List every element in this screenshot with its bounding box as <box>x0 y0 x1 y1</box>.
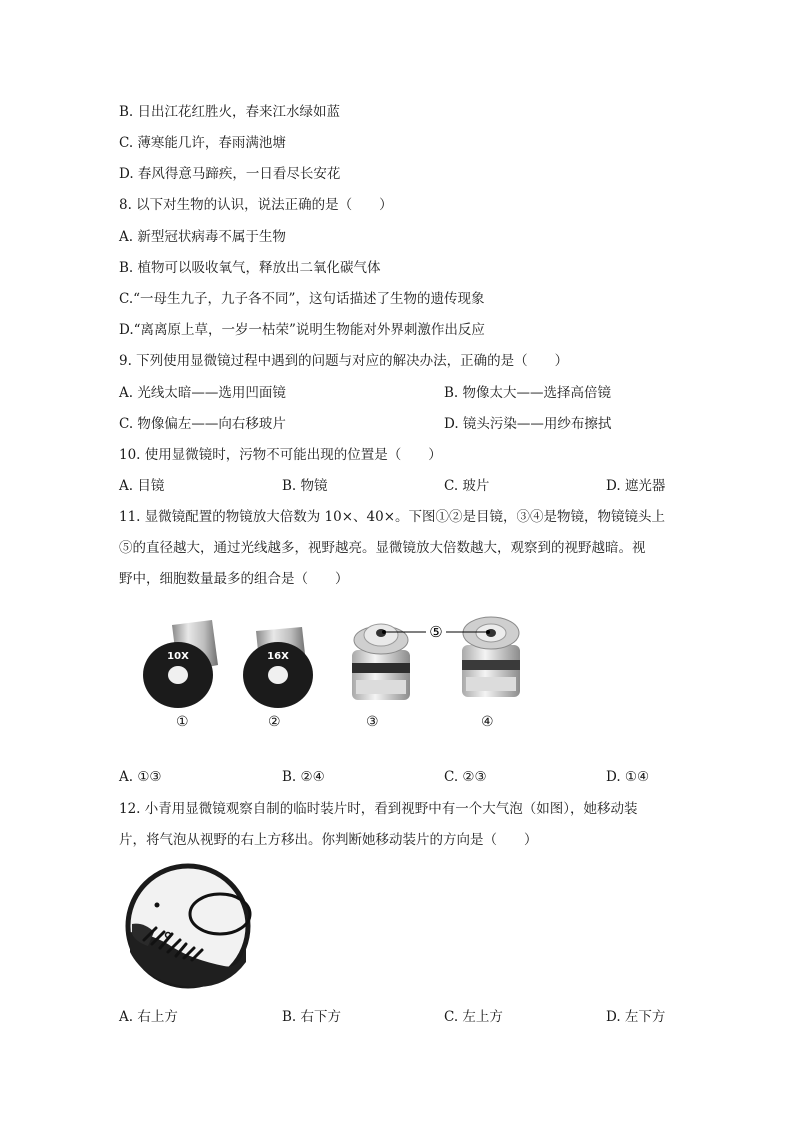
q9-stem: 9. 下列使用显微镜过程中遇到的问题与对应的解决办法，正确的是（ ） <box>119 353 569 369</box>
figure-label-3: ③ <box>366 714 379 730</box>
eyepiece-10x <box>143 620 218 708</box>
q9-option-b: B. 物像太大——选择高倍镜 <box>444 385 612 401</box>
figure-label-4: ④ <box>481 714 494 730</box>
q8-option-c: C.“一母生九子，九子各不同”，这句话描述了生物的遗传现象 <box>119 291 485 307</box>
callout-5-label: ⑤ <box>429 623 443 641</box>
q8-option-a: A. 新型冠状病毒不属于生物 <box>119 229 286 245</box>
q9-option-c: C. 物像偏左——向右移玻片 <box>119 416 286 432</box>
q11-option-d: D. ①④ <box>606 769 650 785</box>
q7-option-d: D. 春风得意马蹄疾，一日看尽长安花 <box>119 166 341 182</box>
microscope-field-figure <box>124 862 252 990</box>
q10-option-a: A. 目镜 <box>119 478 165 494</box>
q12-option-a: A. 右上方 <box>119 1009 178 1025</box>
q7-option-b: B. 日出江花红胜火，春来江水绿如蓝 <box>119 104 341 120</box>
q9-option-a: A. 光线太暗——选用凹面镜 <box>119 385 286 401</box>
q10-stem: 10. 使用显微镜时，污物不可能出现的位置是（ ） <box>119 447 442 463</box>
eyepiece-16x <box>243 627 313 708</box>
q12-option-d: D. 左下方 <box>606 1009 666 1025</box>
q11-option-a: A. ①③ <box>119 769 162 785</box>
q9-options-row-1 <box>119 383 679 403</box>
q9-options-row-2 <box>119 414 679 434</box>
q7-option-c: C. 薄寒能几许，春雨满池塘 <box>119 135 286 151</box>
q11-stem-line-1: 11. 显微镜配置的物镜放大倍数为 10×、40×。下图①②是目镜，③④是物镜，物镜镜头上 <box>119 509 666 525</box>
q11-option-b: B. ②④ <box>282 769 325 785</box>
q8-stem: 8. 以下对生物的认识，说法正确的是（ ） <box>119 197 393 213</box>
q10-option-d: D. 遮光器 <box>606 478 666 494</box>
objective-4 <box>462 617 520 697</box>
field-of-view-illustration <box>124 862 252 990</box>
figure-label-1: ① <box>176 714 189 730</box>
q11-stem-line-2: ⑤的直径越大，通过光线越多，视野越亮。显微镜放大倍数越大，观察到的视野越暗。视 <box>119 540 646 556</box>
q12-stem-line-1: 12. 小青用显微镜观察自制的临时装片时，看到视野中有一个大气泡（如图），她移动装 <box>119 801 638 817</box>
q9-option-d: D. 镜头污染——用纱布擦拭 <box>444 416 612 432</box>
q12-option-b: B. 右下方 <box>282 1009 342 1025</box>
eyepiece-2-label: 16X <box>267 651 289 662</box>
q12-stem-line-2: 片，将气泡从视野的右上方移出。你判断她移动装片的方向是（ ） <box>119 832 538 848</box>
q11-stem-line-3: 野中，细胞数量最多的组合是（ ） <box>119 571 349 587</box>
q8-option-d: D.“离离原上草，一岁一枯荣”说明生物能对外界刺激作出反应 <box>119 322 485 338</box>
figure-label-2: ② <box>268 714 281 730</box>
q10-option-b: B. 物镜 <box>282 478 328 494</box>
objective-3 <box>352 624 410 700</box>
q12-option-c: C. 左上方 <box>444 1009 503 1025</box>
q8-option-b: B. 植物可以吸收氧气，释放出二氧化碳气体 <box>119 260 381 276</box>
q12-options-row <box>119 1007 679 1027</box>
q10-options-row <box>119 476 679 496</box>
q10-option-c: C. 玻片 <box>444 478 490 494</box>
eyepiece-1-label: 10X <box>167 651 189 662</box>
q11-options-row <box>119 767 679 787</box>
q11-option-c: C. ②③ <box>444 769 487 785</box>
